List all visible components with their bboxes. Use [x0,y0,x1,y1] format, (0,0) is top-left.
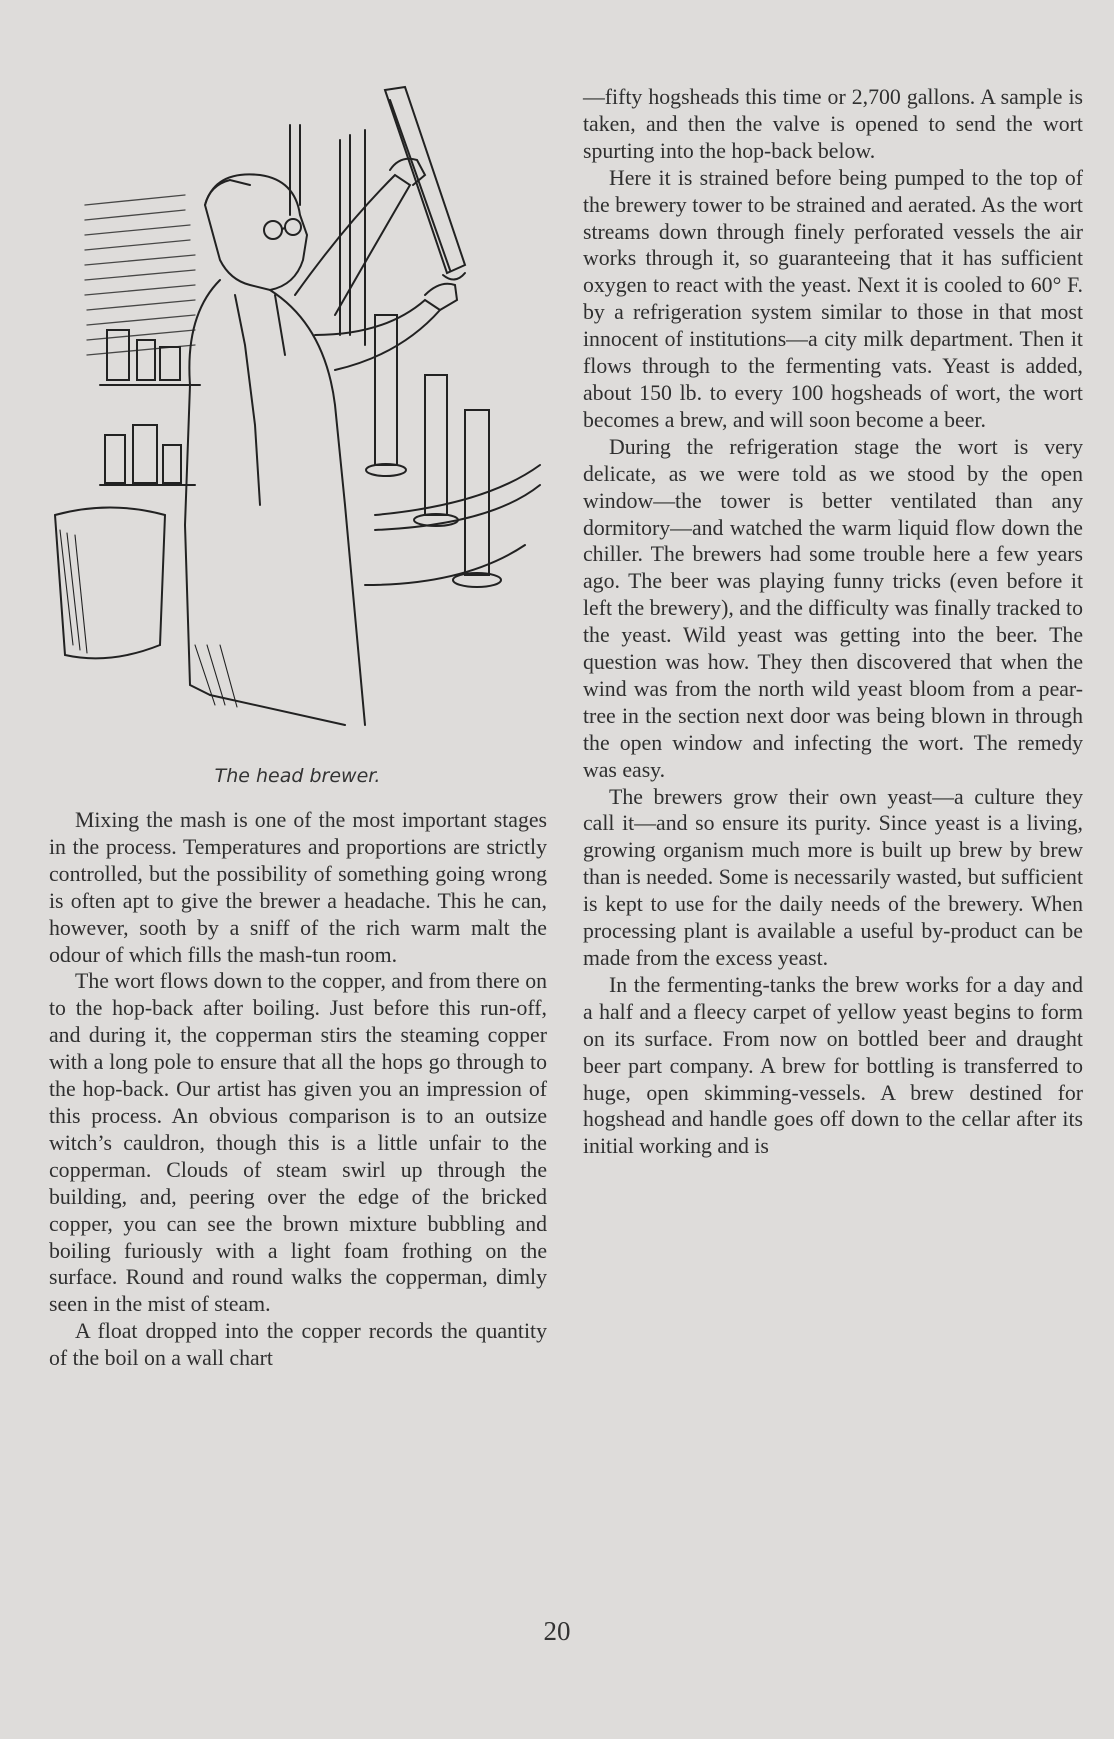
head-brewer-illustration [45,85,550,765]
head-brewer-icon [45,85,550,765]
right-column [583,84,1083,1160]
paragraph: Mixing the mash is one of the most important stages in the process. Temperatures and proportions are strictly controlled, but the possibility of something going wrong is often apt to give the brewer a headache. This he can, however, sooth by a sniff of the rich warm malt the odour of which fills the mash-tun room. [49,808,547,967]
paragraph-continued: —fifty hogsheads this time or 2,700 gallons. A sample is taken, and then the valve is opened to send the wort spurting into the hop-back below. [583,85,1083,163]
paragraph: Here it is strained before being pumped to the top of the brewery tower to be strained and aerated. As the wort streams down through finely perforated vessels the air works through it, so guaranteeing that it has sufficient oxygen to react with the yeast. Next it is cooled to 60° F. by a refrigeration system similar to those in that most innocent of institutions—a city milk department. Then it flows through to the fermenting vats. Yeast is added, about 150 lb. to every 100 hogsheads of wort, the wort becomes a brew, and will soon become a beer. [583,165,1083,432]
paragraph: In the fermenting-tanks the brew works for a day and a half and a fleecy carpet of yellow yeast begins to form on its surface. From now on bottled beer and draught beer part company. A brew for bottling is transferred to huge, open skimming-vessels. A brew destined for hogshead and handle goes off down to the cellar after its initial working and is [583,972,1083,1159]
left-column [49,807,547,1372]
paragraph: The brewers grow their own yeast—a culture they call it—and so ensure its purity. Since yeast is a living, growing organism much more is built up brew by brew than is needed. Some is necessarily wasted, but sufficient is kept to use for the daily needs of the brewery. When processing plant is available a useful by-product can be made from the excess yeast. [583,784,1083,970]
page-number: 20 [543,1616,571,1646]
figure-caption: The head brewer. [214,765,381,787]
paragraph: The wort flows down to the copper, and from there on to the hop-back after boiling. Just before this run-off, and during it, the copperman stirs the steaming copper with a long pole to ensure that all the hops go through to the hop-back. Our artist has given you an impression of this process. An obvious comparison is to an outsize witch’s cauldron, though this is a little unfair to the copperman. Clouds of steam swirl up through the building, and, peering over the edge of the bricked copper, you can see the brown mixture bubbling and boiling furiously with a light foam frothing on the surface. Round and round walks the copperman, dimly seen in the mist of steam. [49,969,547,1317]
paragraph: A float dropped into the copper records the quantity of the boil on a wall chart [49,1319,547,1371]
paragraph: During the refrigeration stage the wort is very delicate, as we were told as we stood by the open window—the tower is better ventilated than any dormitory—and watched the warm liquid flow down the chiller. The brewers had some trouble here a few years ago. The beer was playing funny tricks (even before it left the brewery), and the difficulty was finally tracked to the yeast. Wild yeast was getting into the beer. The question was how. They then discovered that when the wind was from the north wild yeast bloom from a pear-tree in the section next door was being blown in through the open window and infecting the wort. The remedy was easy. [583,434,1083,782]
